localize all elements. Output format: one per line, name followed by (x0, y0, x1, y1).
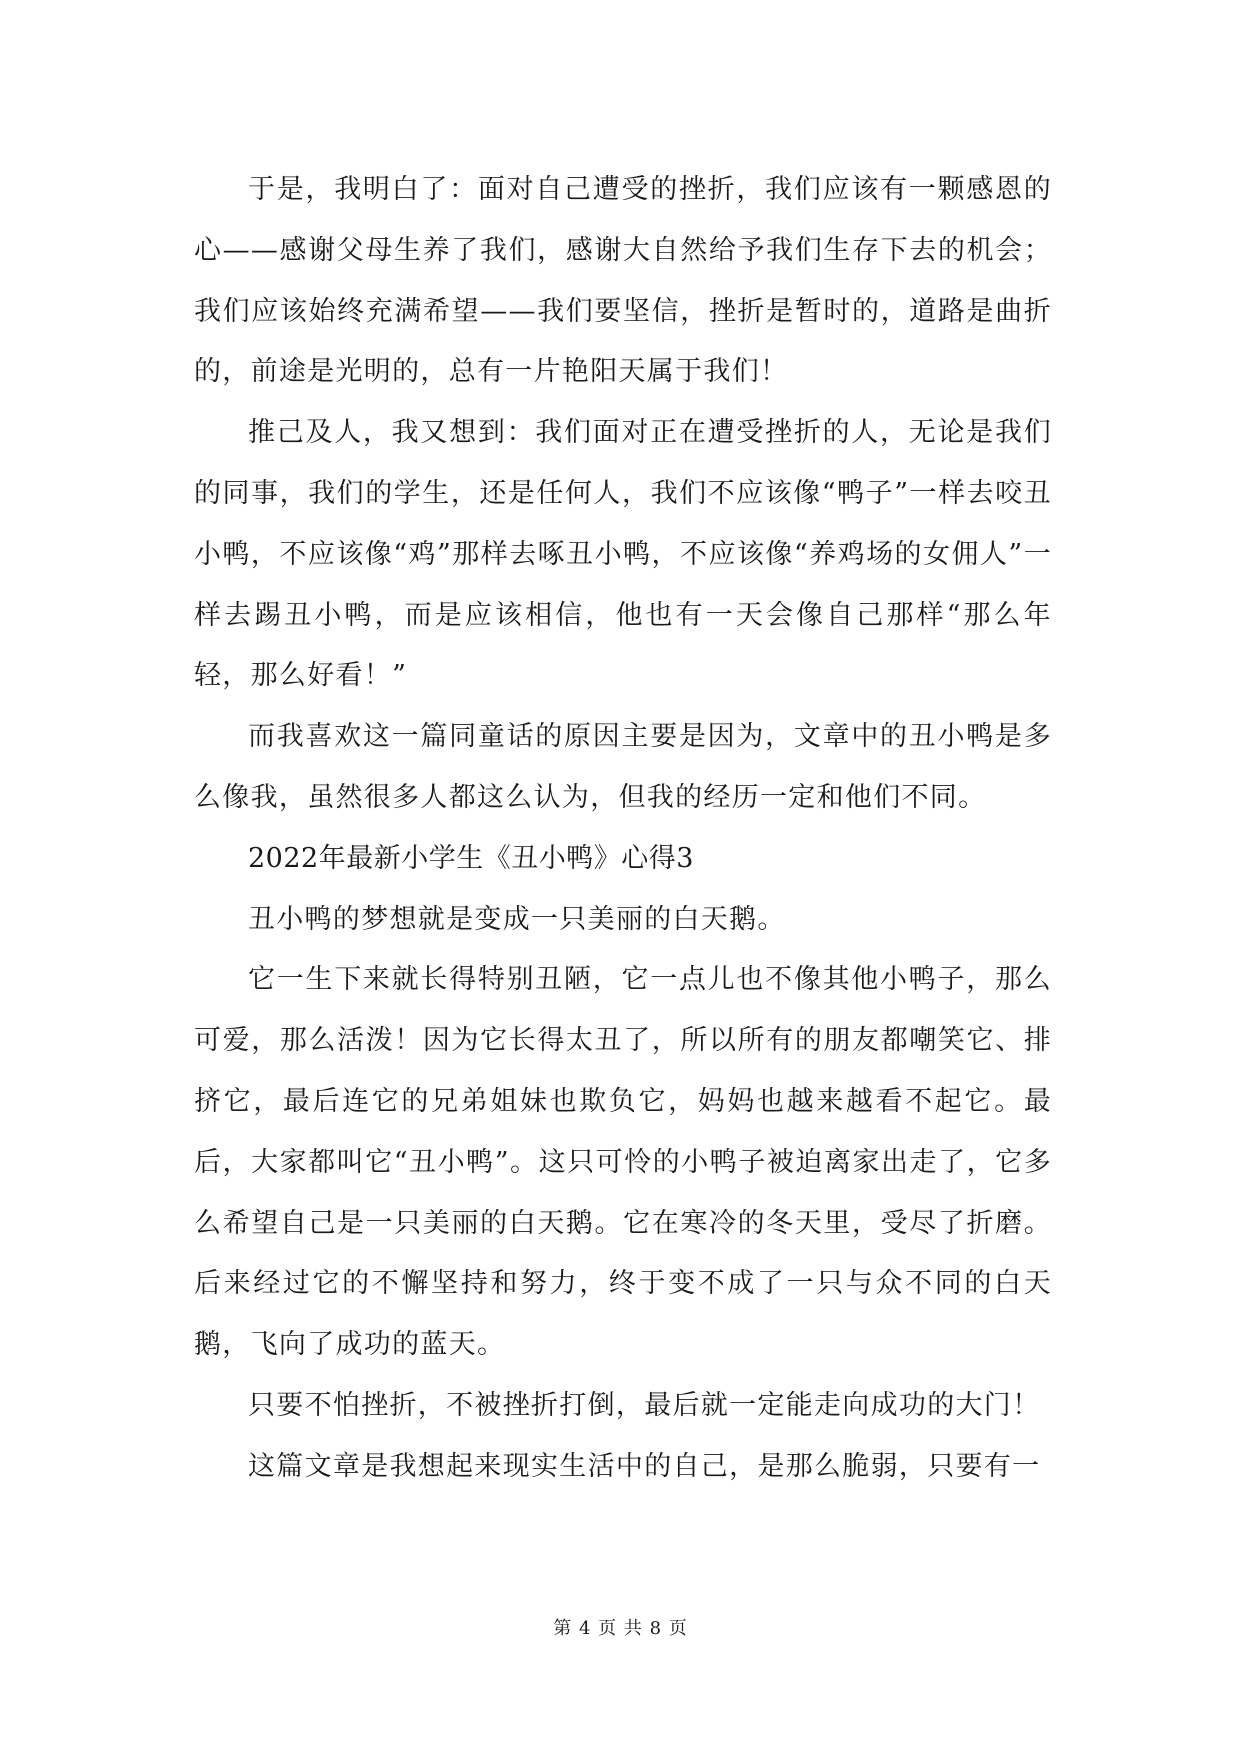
paragraph-story: 它一生下来就长得特别丑陋，它一点儿也不像其他小鸭子，那么可爱，那么活泼！因为它长得太丑了，所以所有的朋友都嘲笑它、排挤它，最后连它的兄弟姐妹也欺负它，妈妈也越来越看不起它。最后，大家都叫它“丑小鸭”。这只可怜的小鸭子被迫离家出走了，它多么希望自己是一只美丽的白天鹅。它在寒冷的冬天里，受尽了折磨。后来经过它的不懈坚持和努力，终于变不成了一只与众不同的白天鹅，飞向了成功的蓝天。 (194, 964, 1052, 1361)
paragraph-empathy: 推己及人，我又想到：我们面对正在遭受挫折的人，无论是我们的同事，我们的学生，还是任何人，我们不应该像“鸭子”一样去咬丑小鸭，不应该像“鸡”那样去啄丑小鸭，不应该像“养鸡场的女佣人”一样去踢丑小鸭，而是应该相信，他也有一天会像自己那样“那么年轻，那么好看！” (194, 417, 1052, 692)
section-heading: 2022年最新小学生《丑小鸭》心得3 (248, 842, 694, 874)
page-number-footer: 第 4 页 共 8 页 (553, 1618, 688, 1639)
paragraph-gratitude: 于是，我明白了：面对自己遭受的挫折，我们应该有一颗感恩的心——感谢父母生养了我们，感谢大自然给予我们生存下去的机会；我们应该始终充满希望——我们要坚信，挫折是暂时的，道路是曲折的，前途是光明的，总有一片艳阳天属于我们！ (194, 174, 1052, 388)
paragraph-success: 只要不怕挫折，不被挫折打倒，最后就一定能走向成功的大门！ (248, 1389, 1041, 1421)
paragraph-reflection: 这篇文章是我想起来现实生活中的自己，是那么脆弱，只要有一 (248, 1450, 1041, 1482)
paragraph-reason: 而我喜欢这一篇同童话的原因主要是因为，文章中的丑小鸭是多么像我，虽然很多人都这么认为，但我的经历一定和他们不同。 (194, 721, 1052, 813)
paragraph-dream: 丑小鸭的梦想就是变成一只美丽的白天鹅。 (248, 903, 786, 935)
document-body (194, 160, 1052, 1498)
